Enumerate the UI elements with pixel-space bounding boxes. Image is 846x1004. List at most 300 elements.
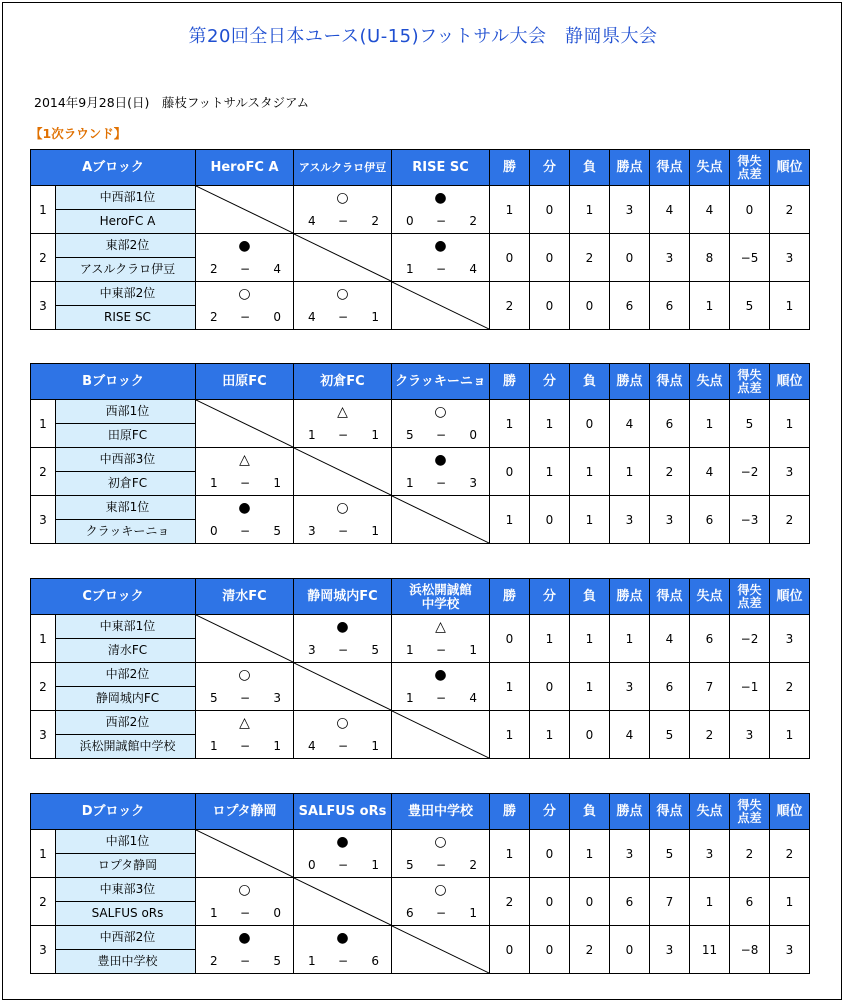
loss-mark-icon: ●	[434, 667, 447, 683]
row-number: 3	[31, 496, 56, 544]
loss-mark-icon: ●	[336, 619, 349, 635]
match-result-cell	[294, 615, 392, 663]
score-goals: 1	[406, 691, 414, 705]
stat-header: 分	[530, 794, 570, 830]
score-goals: 3	[308, 524, 316, 538]
stat-value: 0	[610, 926, 650, 974]
stat-value: 1	[530, 448, 570, 496]
opponent-header: ロプタ静岡	[196, 794, 294, 830]
score-goals: 1	[469, 906, 477, 920]
stat-value: 2	[730, 830, 770, 878]
block-name-header: Bブロック	[31, 364, 196, 400]
table-row	[31, 282, 810, 330]
draw-mark-icon: △	[239, 715, 250, 731]
stat-value: 4	[650, 615, 690, 663]
score-goals: 3	[273, 691, 281, 705]
score-dash: −	[338, 954, 349, 968]
stat-value: 2	[770, 830, 810, 878]
stat-header: 勝点	[610, 364, 650, 400]
score-dash: −	[240, 739, 251, 753]
score-goals: 1	[210, 906, 218, 920]
score-dash: −	[338, 524, 349, 538]
score-dash: −	[436, 428, 447, 442]
win-mark-icon: ○	[336, 500, 349, 516]
loss-mark-icon: ●	[434, 238, 447, 254]
stat-value: 1	[690, 400, 730, 448]
score-goals: 1	[308, 954, 316, 968]
score-goals: 1	[273, 476, 281, 490]
match-score	[196, 476, 293, 490]
score-dash: −	[338, 858, 349, 872]
block-table	[30, 149, 810, 330]
stat-value: 0	[530, 663, 570, 711]
opponent-header: 初倉FC	[294, 364, 392, 400]
loss-mark-icon: ●	[238, 238, 251, 254]
team-name: 静岡城内FC	[95, 691, 160, 705]
stat-header: 得失点差	[730, 364, 770, 400]
stat-value: 1	[530, 400, 570, 448]
stat-value: 3	[610, 496, 650, 544]
match-result-cell	[196, 282, 294, 330]
score-dash: −	[436, 858, 447, 872]
match-score	[196, 310, 293, 324]
row-number: 2	[31, 234, 56, 282]
match-result-cell	[294, 496, 392, 544]
score-goals: 0	[308, 858, 316, 872]
stat-value: 0	[530, 282, 570, 330]
score-goals: 4	[308, 739, 316, 753]
self-match-diagonal	[196, 186, 294, 234]
win-mark-icon: ○	[238, 882, 251, 898]
stat-value: 4	[690, 448, 730, 496]
stat-value: 0	[490, 448, 530, 496]
stat-value: 1	[610, 448, 650, 496]
score-goals: 5	[371, 643, 379, 657]
match-result-cell	[392, 234, 490, 282]
score-goals: 5	[210, 691, 218, 705]
match-result-cell	[392, 400, 490, 448]
match-score	[294, 310, 391, 324]
opponent-header	[392, 579, 490, 615]
match-score	[294, 524, 391, 538]
match-result-cell	[294, 711, 392, 759]
team-name: 豊田中学校	[97, 954, 158, 968]
team-cell	[56, 711, 196, 759]
stat-value: 5	[650, 830, 690, 878]
score-goals: 1	[406, 643, 414, 657]
match-score	[196, 524, 293, 538]
score-goals: 4	[308, 214, 316, 228]
stat-header: 得点	[650, 579, 690, 615]
stat-header: 分	[530, 579, 570, 615]
win-mark-icon: ○	[336, 286, 349, 302]
match-score	[294, 214, 391, 228]
table-row	[31, 663, 810, 711]
stat-value: 3	[770, 448, 810, 496]
score-goals: 4	[469, 691, 477, 705]
stat-value: 3	[770, 926, 810, 974]
score-goals: 5	[406, 428, 414, 442]
self-match-diagonal	[294, 663, 392, 711]
stat-value: 6	[730, 878, 770, 926]
stat-value: 6	[650, 400, 690, 448]
match-score	[392, 643, 489, 657]
stat-value: 3	[770, 615, 810, 663]
score-dash: −	[240, 310, 251, 324]
stat-value: 1	[490, 186, 530, 234]
stat-value: 1	[570, 496, 610, 544]
score-goals: 3	[469, 476, 477, 490]
stat-value: 1	[570, 830, 610, 878]
row-number: 1	[31, 830, 56, 878]
stat-header: 失点	[690, 794, 730, 830]
match-result-cell	[392, 615, 490, 663]
stat-value: 0	[530, 926, 570, 974]
stat-value: 1	[690, 282, 730, 330]
match-score	[392, 214, 489, 228]
team-cell	[56, 282, 196, 330]
stat-value: 2	[770, 186, 810, 234]
score-goals: 2	[469, 214, 477, 228]
team-cell	[56, 878, 196, 926]
score-goals: 0	[273, 310, 281, 324]
match-score	[196, 739, 293, 753]
team-seed: 中東部3位	[56, 878, 195, 902]
match-result-cell	[294, 926, 392, 974]
draw-mark-icon: △	[435, 619, 446, 635]
score-goals: 6	[406, 906, 414, 920]
stat-value: 6	[610, 282, 650, 330]
stat-value: 3	[610, 830, 650, 878]
loss-mark-icon: ●	[434, 190, 447, 206]
stat-value: 0	[530, 186, 570, 234]
score-goals: 2	[469, 858, 477, 872]
stat-value: 3	[610, 663, 650, 711]
diagonal-line	[196, 615, 293, 662]
row-number: 1	[31, 400, 56, 448]
block-table	[30, 578, 810, 759]
team-name: 浜松開誠館中学校	[79, 739, 176, 753]
stat-header: 勝点	[610, 794, 650, 830]
score-goals: 0	[469, 428, 477, 442]
stat-value: 6	[690, 496, 730, 544]
stat-value: −8	[730, 926, 770, 974]
stat-header: 負	[570, 150, 610, 186]
stat-value: 1	[570, 615, 610, 663]
match-result-cell	[196, 711, 294, 759]
table-row	[31, 878, 810, 926]
stat-value: 1	[490, 400, 530, 448]
stat-value: 1	[490, 496, 530, 544]
self-match-diagonal	[196, 615, 294, 663]
stat-header: 勝	[490, 794, 530, 830]
match-result-cell	[392, 448, 490, 496]
team-cell	[56, 496, 196, 544]
stat-value: −1	[730, 663, 770, 711]
team-name: RISE SC	[104, 310, 151, 324]
match-result-cell	[196, 878, 294, 926]
stat-value: 5	[730, 400, 770, 448]
stat-header: 順位	[770, 794, 810, 830]
stat-value: 0	[490, 234, 530, 282]
stat-value: 0	[530, 496, 570, 544]
match-result-cell	[294, 186, 392, 234]
score-goals: 0	[273, 906, 281, 920]
stat-value: 4	[610, 400, 650, 448]
opponent-header: 清水FC	[196, 579, 294, 615]
match-result-cell	[196, 234, 294, 282]
stat-value: 0	[530, 234, 570, 282]
team-cell	[56, 186, 196, 234]
match-score	[294, 954, 391, 968]
win-mark-icon: ○	[238, 286, 251, 302]
score-goals: 6	[371, 954, 379, 968]
win-mark-icon: ○	[434, 404, 447, 420]
match-result-cell	[294, 830, 392, 878]
match-result-cell	[392, 186, 490, 234]
diagonal-line	[294, 448, 391, 495]
self-match-diagonal	[294, 878, 392, 926]
score-dash: −	[436, 476, 447, 490]
stat-header: 順位	[770, 150, 810, 186]
win-mark-icon: ○	[434, 834, 447, 850]
stat-header: 順位	[770, 579, 810, 615]
opponent-header: クラッキーニョ	[392, 364, 490, 400]
stat-value: 1	[570, 663, 610, 711]
match-result-cell	[196, 496, 294, 544]
stat-value: 4	[610, 711, 650, 759]
stat-header: 得点	[650, 150, 690, 186]
stat-value: 1	[490, 711, 530, 759]
draw-mark-icon: △	[337, 404, 348, 420]
score-dash: −	[240, 691, 251, 705]
block-name-header: Aブロック	[31, 150, 196, 186]
score-goals: 5	[273, 524, 281, 538]
match-score	[392, 691, 489, 705]
stat-value: 6	[610, 878, 650, 926]
diagonal-line	[196, 400, 293, 447]
stat-value: 1	[490, 663, 530, 711]
stat-header: 得失点差	[730, 150, 770, 186]
stat-value: −2	[730, 448, 770, 496]
block-name-header: Cブロック	[31, 579, 196, 615]
stat-value: 1	[490, 830, 530, 878]
team-name: クラッキーニョ	[85, 524, 170, 538]
row-number: 2	[31, 448, 56, 496]
team-name: 清水FC	[107, 643, 148, 657]
match-result-cell	[392, 663, 490, 711]
score-goals: 1	[308, 428, 316, 442]
stat-value: 7	[690, 663, 730, 711]
score-dash: −	[240, 262, 251, 276]
stat-header: 分	[530, 364, 570, 400]
stat-header: 勝	[490, 579, 530, 615]
team-cell	[56, 234, 196, 282]
loss-mark-icon: ●	[434, 452, 447, 468]
loss-mark-icon: ●	[238, 930, 251, 946]
diagonal-line	[392, 282, 489, 329]
match-score	[196, 262, 293, 276]
stat-header: 負	[570, 794, 610, 830]
stat-header: 失点	[690, 150, 730, 186]
stat-header: 失点	[690, 364, 730, 400]
score-goals: 3	[308, 643, 316, 657]
stat-header: 失点	[690, 579, 730, 615]
match-score	[392, 428, 489, 442]
score-dash: −	[436, 262, 447, 276]
self-match-diagonal	[392, 711, 490, 759]
stat-value: 3	[730, 711, 770, 759]
score-goals: 1	[273, 739, 281, 753]
win-mark-icon: ○	[238, 667, 251, 683]
self-match-diagonal	[294, 234, 392, 282]
table-row	[31, 830, 810, 878]
stat-value: 1	[770, 878, 810, 926]
score-dash: −	[240, 524, 251, 538]
stat-header: 得点	[650, 794, 690, 830]
score-dash: −	[436, 643, 447, 657]
team-seed: 中西部2位	[56, 926, 195, 950]
stat-value: 6	[650, 282, 690, 330]
team-cell	[56, 615, 196, 663]
team-seed: 中部1位	[56, 830, 195, 854]
row-number: 1	[31, 615, 56, 663]
row-number: 3	[31, 711, 56, 759]
block-table	[30, 363, 810, 544]
stat-value: 1	[570, 448, 610, 496]
row-number: 1	[31, 186, 56, 234]
team-cell	[56, 663, 196, 711]
score-goals: 4	[308, 310, 316, 324]
opponent-header: RISE SC	[392, 150, 490, 186]
stat-header: 得失点差	[730, 794, 770, 830]
team-name: 田原FC	[107, 428, 148, 442]
self-match-diagonal	[196, 830, 294, 878]
self-match-diagonal	[294, 448, 392, 496]
stat-value: 0	[530, 878, 570, 926]
stat-value: 6	[690, 615, 730, 663]
team-seed: 中西部1位	[56, 186, 195, 210]
event-date-venue: 2014年9月28日(日) 藤枝フットサルスタジアム	[34, 95, 310, 110]
match-score	[294, 858, 391, 872]
match-score	[392, 476, 489, 490]
self-match-diagonal	[392, 496, 490, 544]
stat-value: 0	[730, 186, 770, 234]
stat-value: 6	[650, 663, 690, 711]
score-dash: −	[338, 739, 349, 753]
stat-header: 得失点差	[730, 579, 770, 615]
team-seed: 中部2位	[56, 663, 195, 687]
match-score	[196, 906, 293, 920]
row-number: 3	[31, 282, 56, 330]
team-seed: 西部2位	[56, 711, 195, 735]
stat-header: 勝	[490, 150, 530, 186]
team-cell	[56, 830, 196, 878]
score-goals: 1	[210, 476, 218, 490]
stat-header: 分	[530, 150, 570, 186]
stat-header: 得点	[650, 364, 690, 400]
score-goals: 5	[406, 858, 414, 872]
win-mark-icon: ○	[336, 190, 349, 206]
match-score	[392, 858, 489, 872]
score-goals: 2	[210, 262, 218, 276]
match-result-cell	[196, 663, 294, 711]
opponent-header: 静岡城内FC	[294, 579, 392, 615]
loss-mark-icon: ●	[336, 930, 349, 946]
stat-value: −3	[730, 496, 770, 544]
match-result-cell	[294, 400, 392, 448]
stat-value: 11	[690, 926, 730, 974]
stat-value: 3	[650, 926, 690, 974]
match-result-cell	[392, 878, 490, 926]
stat-value: 4	[650, 186, 690, 234]
table-row	[31, 186, 810, 234]
score-goals: 1	[371, 310, 379, 324]
diagonal-line	[392, 926, 489, 973]
table-row	[31, 234, 810, 282]
stat-value: 2	[770, 663, 810, 711]
stat-value: 2	[650, 448, 690, 496]
stat-value: −5	[730, 234, 770, 282]
score-goals: 4	[469, 262, 477, 276]
team-name: HeroFC A	[99, 214, 156, 228]
stat-value: 2	[690, 711, 730, 759]
win-mark-icon: ○	[434, 882, 447, 898]
stat-value: 1	[770, 282, 810, 330]
stat-value: 0	[570, 282, 610, 330]
opponent-header: 豊田中学校	[392, 794, 490, 830]
score-goals: 2	[210, 954, 218, 968]
stat-value: 1	[610, 615, 650, 663]
stat-value: 1	[690, 878, 730, 926]
opponent-header: HeroFC A	[196, 150, 294, 186]
loss-mark-icon: ●	[238, 500, 251, 516]
score-goals: 0	[210, 524, 218, 538]
team-name: ロプタ静岡	[97, 858, 158, 872]
match-score	[392, 262, 489, 276]
diagonal-line	[196, 186, 293, 233]
match-score	[294, 739, 391, 753]
team-cell	[56, 400, 196, 448]
block-name-header: Dブロック	[31, 794, 196, 830]
score-goals: 1	[371, 428, 379, 442]
stat-value: −2	[730, 615, 770, 663]
diagonal-line	[392, 496, 489, 543]
table-row	[31, 448, 810, 496]
score-goals: 0	[406, 214, 414, 228]
score-dash: −	[240, 476, 251, 490]
self-match-diagonal	[392, 926, 490, 974]
row-number: 2	[31, 663, 56, 711]
row-number: 2	[31, 878, 56, 926]
self-match-diagonal	[392, 282, 490, 330]
table-row	[31, 926, 810, 974]
diagonal-line	[294, 234, 391, 281]
stat-value: 1	[770, 400, 810, 448]
team-name: SALFUS oRs	[91, 906, 164, 920]
opponent-header-line: 浜松開誠館	[409, 581, 472, 597]
stat-value: 2	[570, 926, 610, 974]
score-goals: 1	[406, 476, 414, 490]
score-goals: 4	[273, 262, 281, 276]
score-dash: −	[436, 906, 447, 920]
table-row	[31, 400, 810, 448]
diagonal-line	[294, 663, 391, 710]
score-dash: −	[338, 428, 349, 442]
stat-value: 2	[490, 878, 530, 926]
score-goals: 1	[371, 739, 379, 753]
stat-value: 5	[650, 711, 690, 759]
